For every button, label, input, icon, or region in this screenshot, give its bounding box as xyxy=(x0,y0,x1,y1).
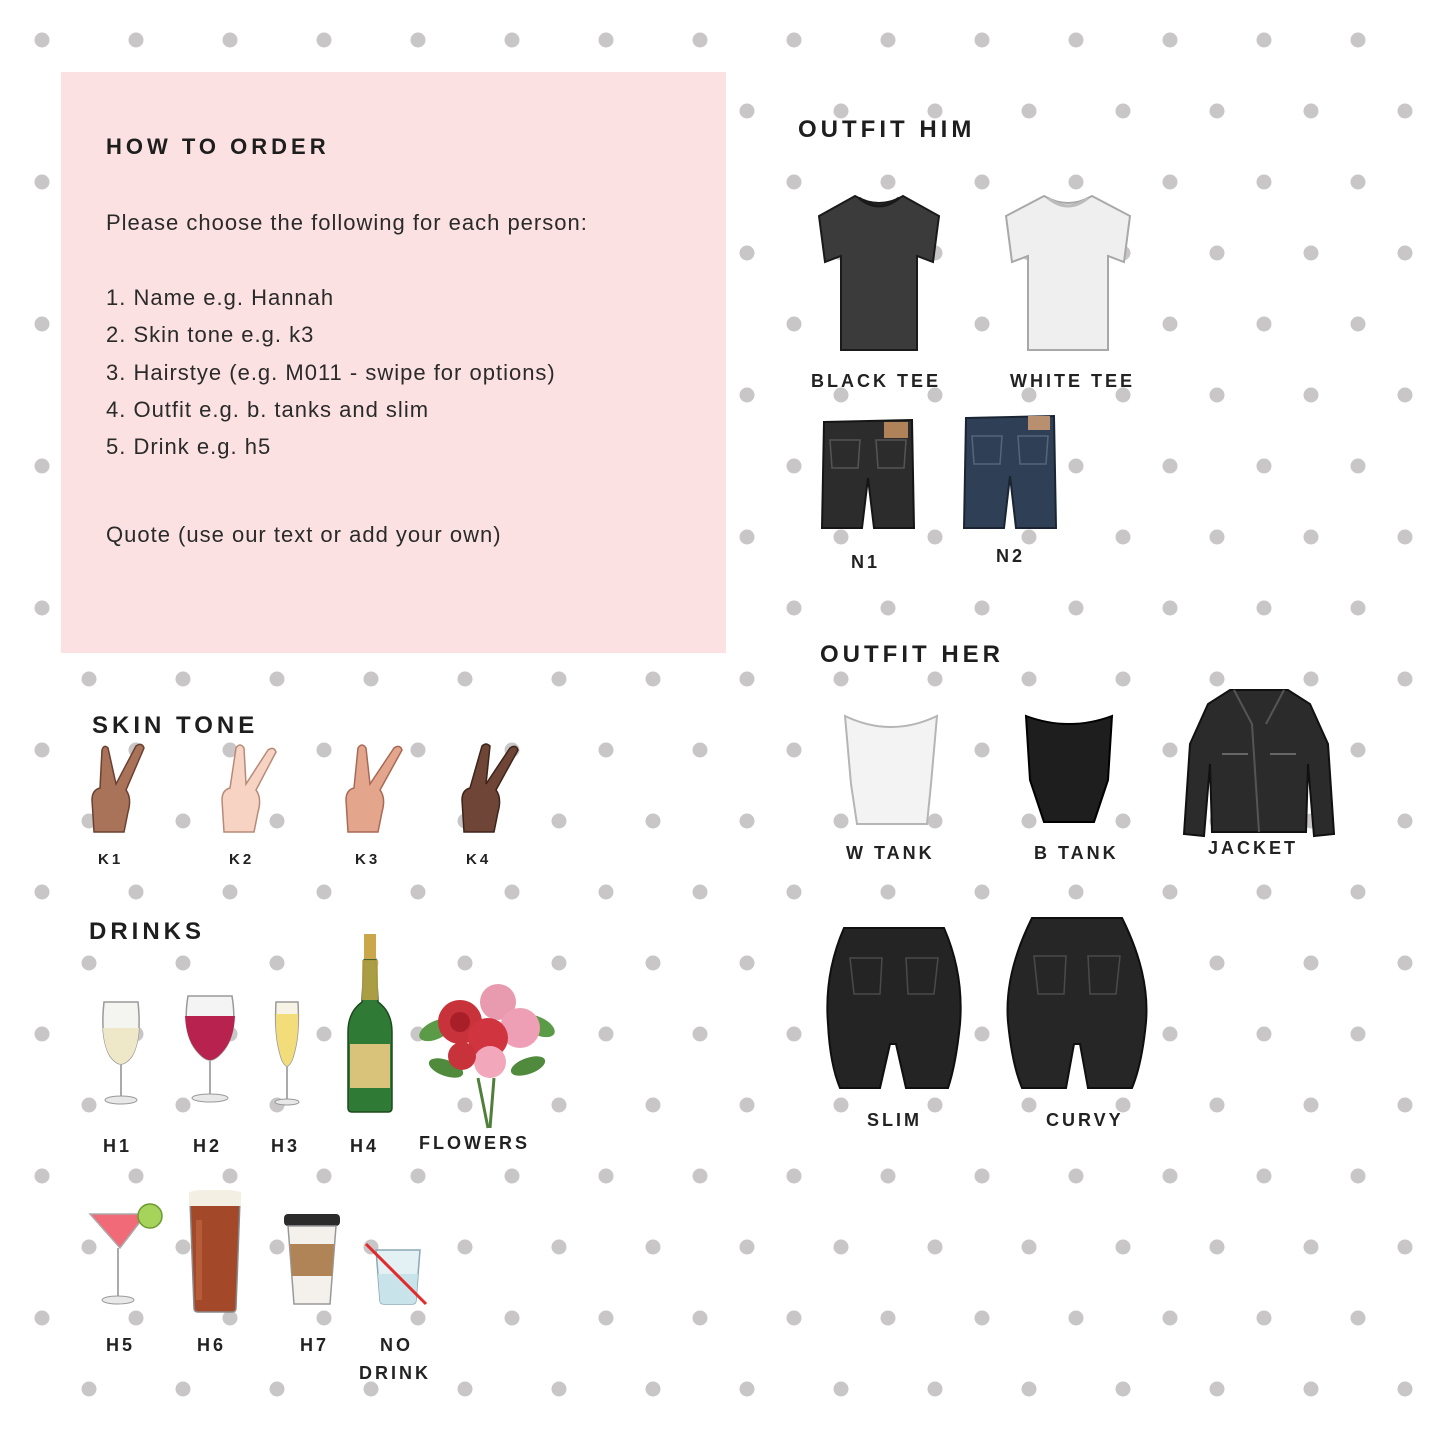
skin-tone-k2-hand-icon[interactable] xyxy=(216,742,286,834)
flowers-label: FLOWERS xyxy=(419,1133,530,1153)
no-drink-label-line2: DRINK xyxy=(359,1363,431,1383)
drinks-title: DRINKS xyxy=(89,918,206,945)
curvy-jeans-icon[interactable] xyxy=(1004,914,1150,1090)
drink-h1-label: H1 xyxy=(103,1136,133,1156)
outfit-him-title: OUTFIT HIM xyxy=(798,116,976,143)
flower-bouquet-icon[interactable] xyxy=(416,978,556,1130)
order-step-outfit: 4. Outfit e.g. b. tanks and slim xyxy=(106,397,430,422)
slim-label: SLIM xyxy=(867,1110,922,1130)
skin-tone-k3-hand-icon[interactable] xyxy=(340,742,410,834)
slim-jeans-icon[interactable] xyxy=(824,924,964,1090)
drink-h7-label: H7 xyxy=(300,1335,330,1355)
order-step-name: 1. Name e.g. Hannah xyxy=(106,285,335,310)
black-tank-icon[interactable] xyxy=(1024,714,1114,824)
drink-h4-label: H4 xyxy=(350,1136,380,1156)
black-tee-icon[interactable] xyxy=(815,192,943,354)
red-wine-glass-icon[interactable] xyxy=(180,992,240,1106)
drink-h2-label: H2 xyxy=(193,1136,223,1156)
champagne-flute-icon[interactable] xyxy=(270,998,304,1108)
leather-jacket-icon[interactable] xyxy=(1182,684,1336,844)
order-step-skin-tone: 2. Skin tone e.g. k3 xyxy=(106,322,315,347)
drink-h6-label: H6 xyxy=(197,1335,227,1355)
no-drink-icon[interactable] xyxy=(362,1240,432,1310)
champagne-bottle-icon[interactable] xyxy=(344,932,396,1114)
white-tank-icon[interactable] xyxy=(843,714,939,826)
how-to-order-card xyxy=(61,72,726,653)
blue-jeans-n2-icon[interactable] xyxy=(962,412,1058,530)
black-tee-label: BLACK TEE xyxy=(811,371,941,391)
order-step-hairstyle: 3. Hairstye (e.g. M011 - swipe for options) xyxy=(106,360,556,385)
order-intro: Please choose the following for each person: xyxy=(106,210,588,235)
jeans-n2-label: N2 xyxy=(996,546,1026,566)
white-wine-glass-icon[interactable] xyxy=(96,998,146,1108)
skin-tone-k3-label: K3 xyxy=(355,851,381,868)
white-tank-label: W TANK xyxy=(846,843,935,863)
jacket-label: JACKET xyxy=(1208,838,1299,858)
cocktail-glass-icon[interactable] xyxy=(88,1200,164,1308)
black-jeans-n1-icon[interactable] xyxy=(820,416,916,530)
skin-tone-k4-hand-icon[interactable] xyxy=(456,742,526,834)
skin-tone-k1-label: K1 xyxy=(98,851,124,868)
white-tee-icon[interactable] xyxy=(1002,192,1134,354)
skin-tone-k4-label: K4 xyxy=(466,851,492,868)
skin-tone-k1-hand-icon[interactable] xyxy=(86,742,156,834)
skin-tone-title: SKIN TONE xyxy=(92,712,259,739)
beer-pint-icon[interactable] xyxy=(186,1190,244,1314)
coffee-cup-icon[interactable] xyxy=(282,1212,342,1308)
black-tank-label: B TANK xyxy=(1034,843,1119,863)
drink-h5-label: H5 xyxy=(106,1335,136,1355)
white-tee-label: WHITE TEE xyxy=(1010,371,1135,391)
jeans-n1-label: N1 xyxy=(851,552,881,572)
skin-tone-k2-label: K2 xyxy=(229,851,255,868)
outfit-her-title: OUTFIT HER xyxy=(820,641,1004,668)
how-to-order-title: HOW TO ORDER xyxy=(106,134,330,159)
order-step-drink: 5. Drink e.g. h5 xyxy=(106,434,272,459)
order-quote: Quote (use our text or add your own) xyxy=(106,522,502,547)
no-drink-label-line1: NO xyxy=(380,1335,413,1355)
curvy-label: CURVY xyxy=(1046,1110,1124,1130)
drink-h3-label: H3 xyxy=(271,1136,301,1156)
